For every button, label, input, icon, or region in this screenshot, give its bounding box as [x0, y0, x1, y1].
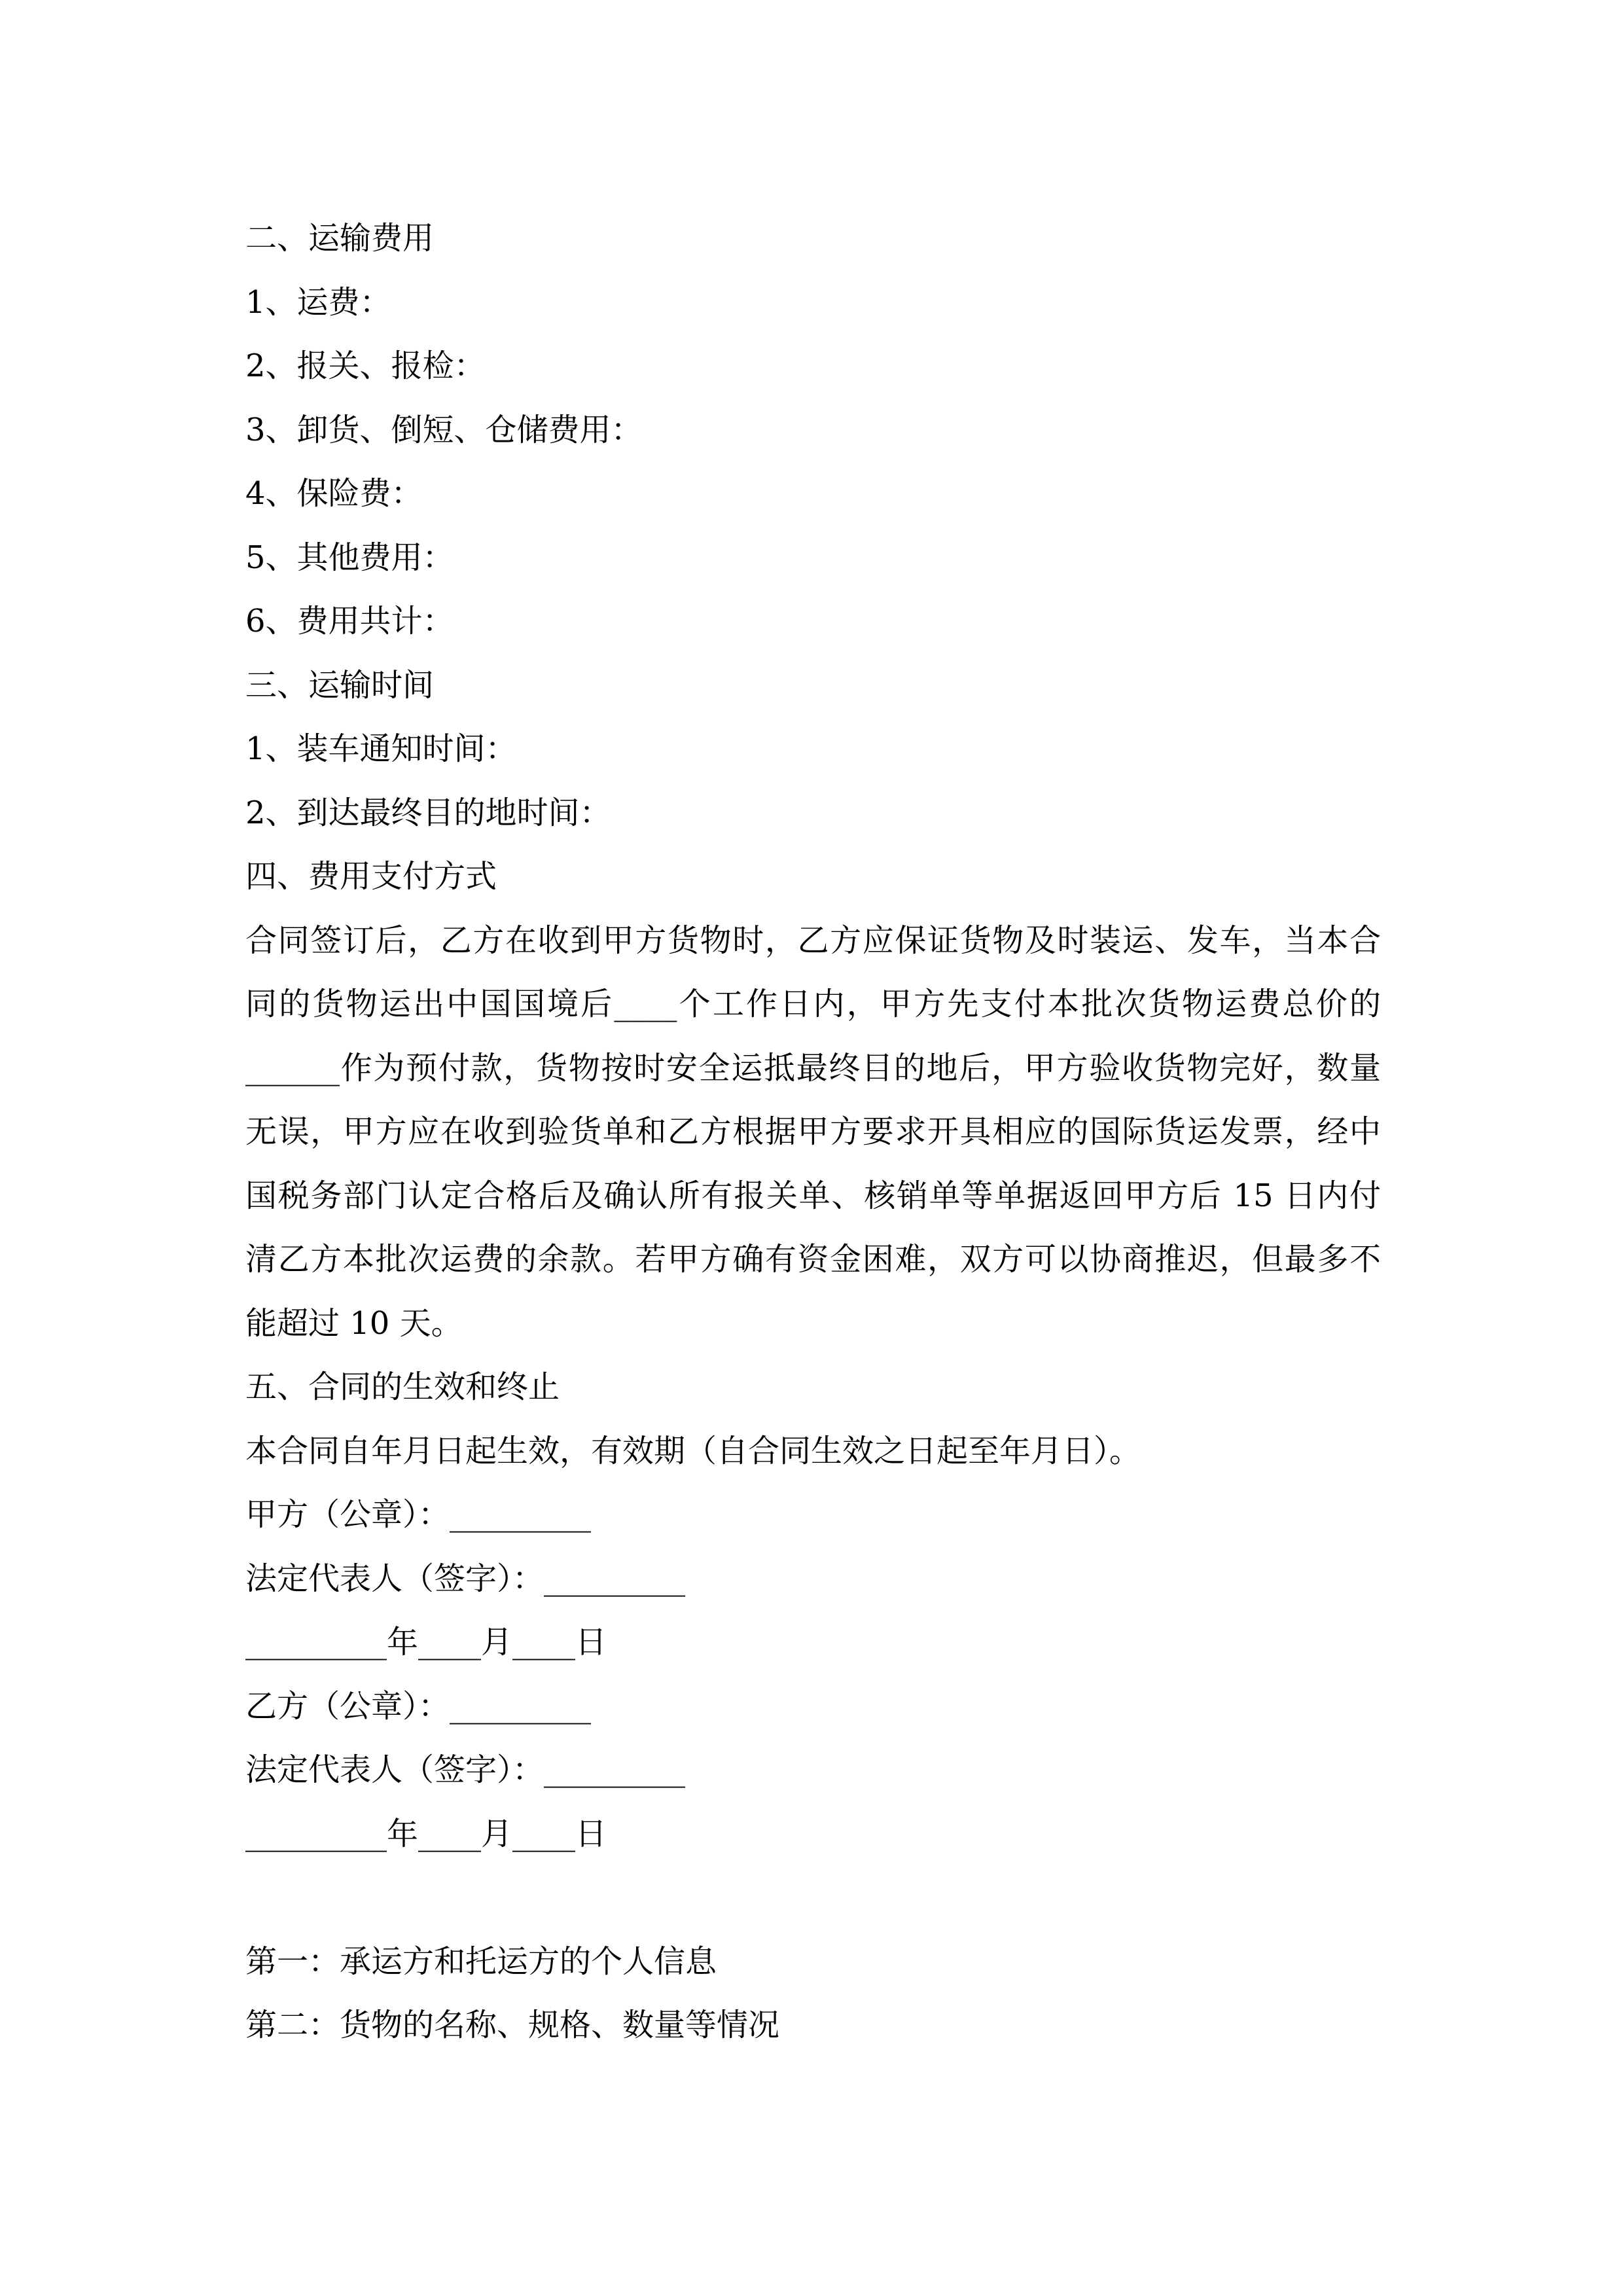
party-a-representative-line: 法定代表人（签字）：_________ [245, 1560, 686, 1597]
document-body [245, 207, 1381, 2058]
paragraph-line: ______作为预付款，货物按时安全运抵最终目的地后，甲方验收货物完好，数量 [245, 1049, 1381, 1086]
paragraph-line: 清乙方本批次运费的余款。若甲方确有资金困难，双方可以协商推迟，但最多不 [245, 1241, 1381, 1278]
party-a-date-line: _________年____月____日 [245, 1624, 607, 1660]
section-heading-payment: 四、费用支付方式 [245, 858, 497, 895]
party-b-seal-line: 乙方（公章）：_________ [245, 1687, 592, 1725]
fee-item-unloading-storage: 3、卸货、倒短、仓储费用： [245, 411, 643, 448]
fee-item-freight: 1、运费： [245, 283, 391, 321]
fee-item-customs: 2、报关、报检： [245, 348, 486, 384]
time-item-loading-notice: 1、装车通知时间： [245, 730, 517, 767]
paragraph-line: 能超过 10 天。 [245, 1304, 463, 1342]
party-b-representative-line: 法定代表人（签字）：_________ [245, 1751, 686, 1788]
blank-spacer [245, 1866, 1381, 1930]
payment-paragraph [245, 909, 1381, 1356]
section-heading-transport-fees: 二、运输费用 [245, 220, 435, 257]
outline-item-first: 第一：承运方和托运方的个人信息 [245, 1943, 717, 1980]
outline-item-second: 第二：货物的名称、规格、数量等情况 [245, 2007, 780, 2043]
fee-item-insurance: 4、保险费： [245, 475, 423, 512]
section-heading-effect-termination: 五、合同的生效和终止 [245, 1369, 560, 1405]
paragraph-line: 合同签订后，乙方在收到甲方货物时，乙方应保证货物及时装运、发车，当本合 [245, 922, 1381, 959]
paragraph-line: 无误，甲方应在收到验货单和乙方根据甲方要求开具相应的国际货运发票，经中 [245, 1113, 1381, 1150]
fee-item-other: 5、其他费用： [245, 539, 454, 576]
party-b-date-line: _________年____月____日 [245, 1815, 607, 1852]
paragraph-line: 国税务部门认定合格后及确认所有报关单、核销单等单据返回甲方后 15 日内付 [245, 1177, 1381, 1214]
party-a-seal-line: 甲方（公章）：_________ [245, 1496, 592, 1533]
time-item-arrival: 2、到达最终目的地时间： [245, 794, 611, 831]
effect-clause: 本合同自年月日起生效，有效期（自合同生效之日起至年月日）。 [245, 1432, 1141, 1469]
fee-item-total: 6、费用共计： [245, 603, 454, 639]
paragraph-line: 同的货物运出中国国境后____个工作日内，甲方先支付本批次货物运费总价的 [245, 986, 1381, 1022]
section-heading-transport-time: 三、运输时间 [245, 666, 435, 704]
